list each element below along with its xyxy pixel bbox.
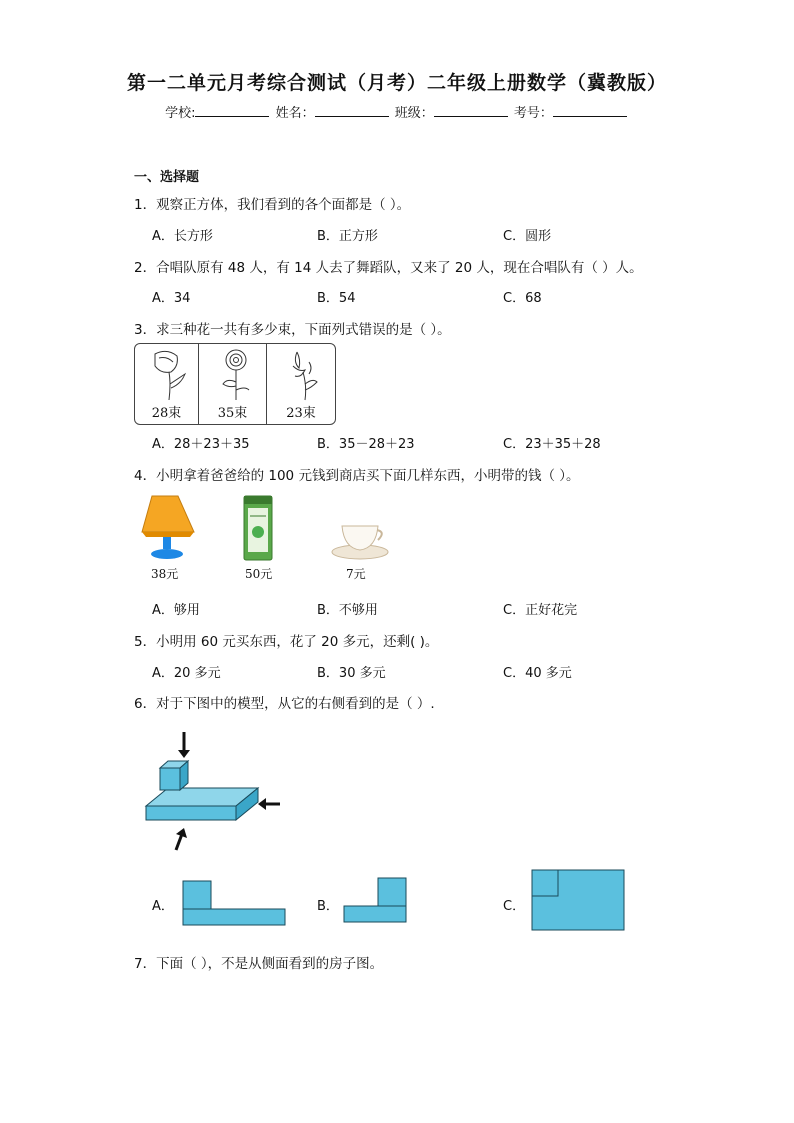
section-title: 一、选择题 xyxy=(134,170,200,185)
question-5-option-c[interactable]: C．40 多元 xyxy=(503,666,572,681)
number-blank[interactable] xyxy=(553,104,627,117)
question-4-option-a[interactable]: A．够用 xyxy=(152,603,200,618)
question-3-stem: 3．求三种花一共有多少束，下面列式错误的是（ ）。 xyxy=(134,322,451,338)
question-1-option-b[interactable]: B．正方形 xyxy=(317,229,378,244)
question-4-option-c[interactable]: C．正好花完 xyxy=(503,603,578,618)
page-title: 第一二单元月考综合测试（月考）二年级上册数学（冀教版） xyxy=(126,72,667,94)
question-4-option-b[interactable]: B．不够用 xyxy=(317,603,378,618)
teacup-icon xyxy=(330,520,390,562)
teacup-price: 7元 xyxy=(346,567,366,581)
morning-glory-flower-icon xyxy=(147,348,189,402)
flower-2-count: 35束 xyxy=(217,406,248,421)
question-3-option-a[interactable]: A．28＋23＋35 xyxy=(152,437,250,452)
tea-can-icon xyxy=(238,494,278,564)
question-6-option-b-label[interactable]: B． xyxy=(317,899,339,914)
question-3-option-b[interactable]: B．35－28＋23 xyxy=(317,437,415,452)
question-6-option-c-shape[interactable] xyxy=(531,869,625,933)
class-label: 班级： xyxy=(394,106,434,121)
question-6-option-c-label[interactable]: C． xyxy=(503,899,526,914)
student-info-line xyxy=(0,102,794,121)
name-blank[interactable] xyxy=(315,104,389,117)
number-label: 考号： xyxy=(513,106,553,121)
school-blank[interactable] xyxy=(195,104,269,117)
lamp-icon xyxy=(138,494,198,562)
question-3-option-c[interactable]: C．23＋35＋28 xyxy=(503,437,601,452)
flower-1-count: 28束 xyxy=(151,406,182,421)
school-label: 学校: xyxy=(165,106,196,121)
tea-can-price: 50元 xyxy=(245,567,273,581)
question-1-option-c[interactable]: C．圆形 xyxy=(503,229,552,244)
name-label: 姓名： xyxy=(275,106,315,121)
question-1-option-a[interactable]: A．长方形 xyxy=(152,229,213,244)
lily-flower-icon xyxy=(283,348,325,402)
class-blank[interactable] xyxy=(434,104,508,117)
question-4-stem: 4．小明拿着爸爸给的 100 元钱到商店买下面几样东西，小明带的钱（ ）。 xyxy=(134,468,580,484)
question-6-option-a-label[interactable]: A． xyxy=(152,899,174,914)
question-6-option-b-shape[interactable] xyxy=(343,877,409,925)
question-5-option-b[interactable]: B．30 多元 xyxy=(317,666,386,681)
question-2-option-a[interactable]: A．34 xyxy=(152,291,191,306)
question-6-option-a-shape[interactable] xyxy=(182,880,286,928)
question-2-option-c[interactable]: C．68 xyxy=(503,291,542,306)
block-model-figure xyxy=(140,728,290,856)
lamp-price: 38元 xyxy=(151,567,179,581)
flower-3-count: 23束 xyxy=(286,406,316,421)
question-5-option-a[interactable]: A．20 多元 xyxy=(152,666,221,681)
question-6-stem: 6．对于下图中的模型，从它的右侧看到的是（ ）. xyxy=(134,696,435,712)
flower-table xyxy=(134,343,336,425)
question-1-stem: 1．观察正方体，我们看到的各个面都是（ ）。 xyxy=(134,197,411,213)
question-5-stem: 5．小明用 60 元买东西，花了 20 多元，还剩( )。 xyxy=(134,634,439,650)
question-7-stem: 7．下面（ ），不是从侧面看到的房子图。 xyxy=(134,956,384,972)
rose-flower-icon xyxy=(215,348,257,402)
question-2-stem: 2．合唱队原有 48 人，有 14 人去了舞蹈队，又来了 20 人，现在合唱队有（ ）人。 xyxy=(134,260,643,276)
question-2-option-b[interactable]: B．54 xyxy=(317,291,356,306)
